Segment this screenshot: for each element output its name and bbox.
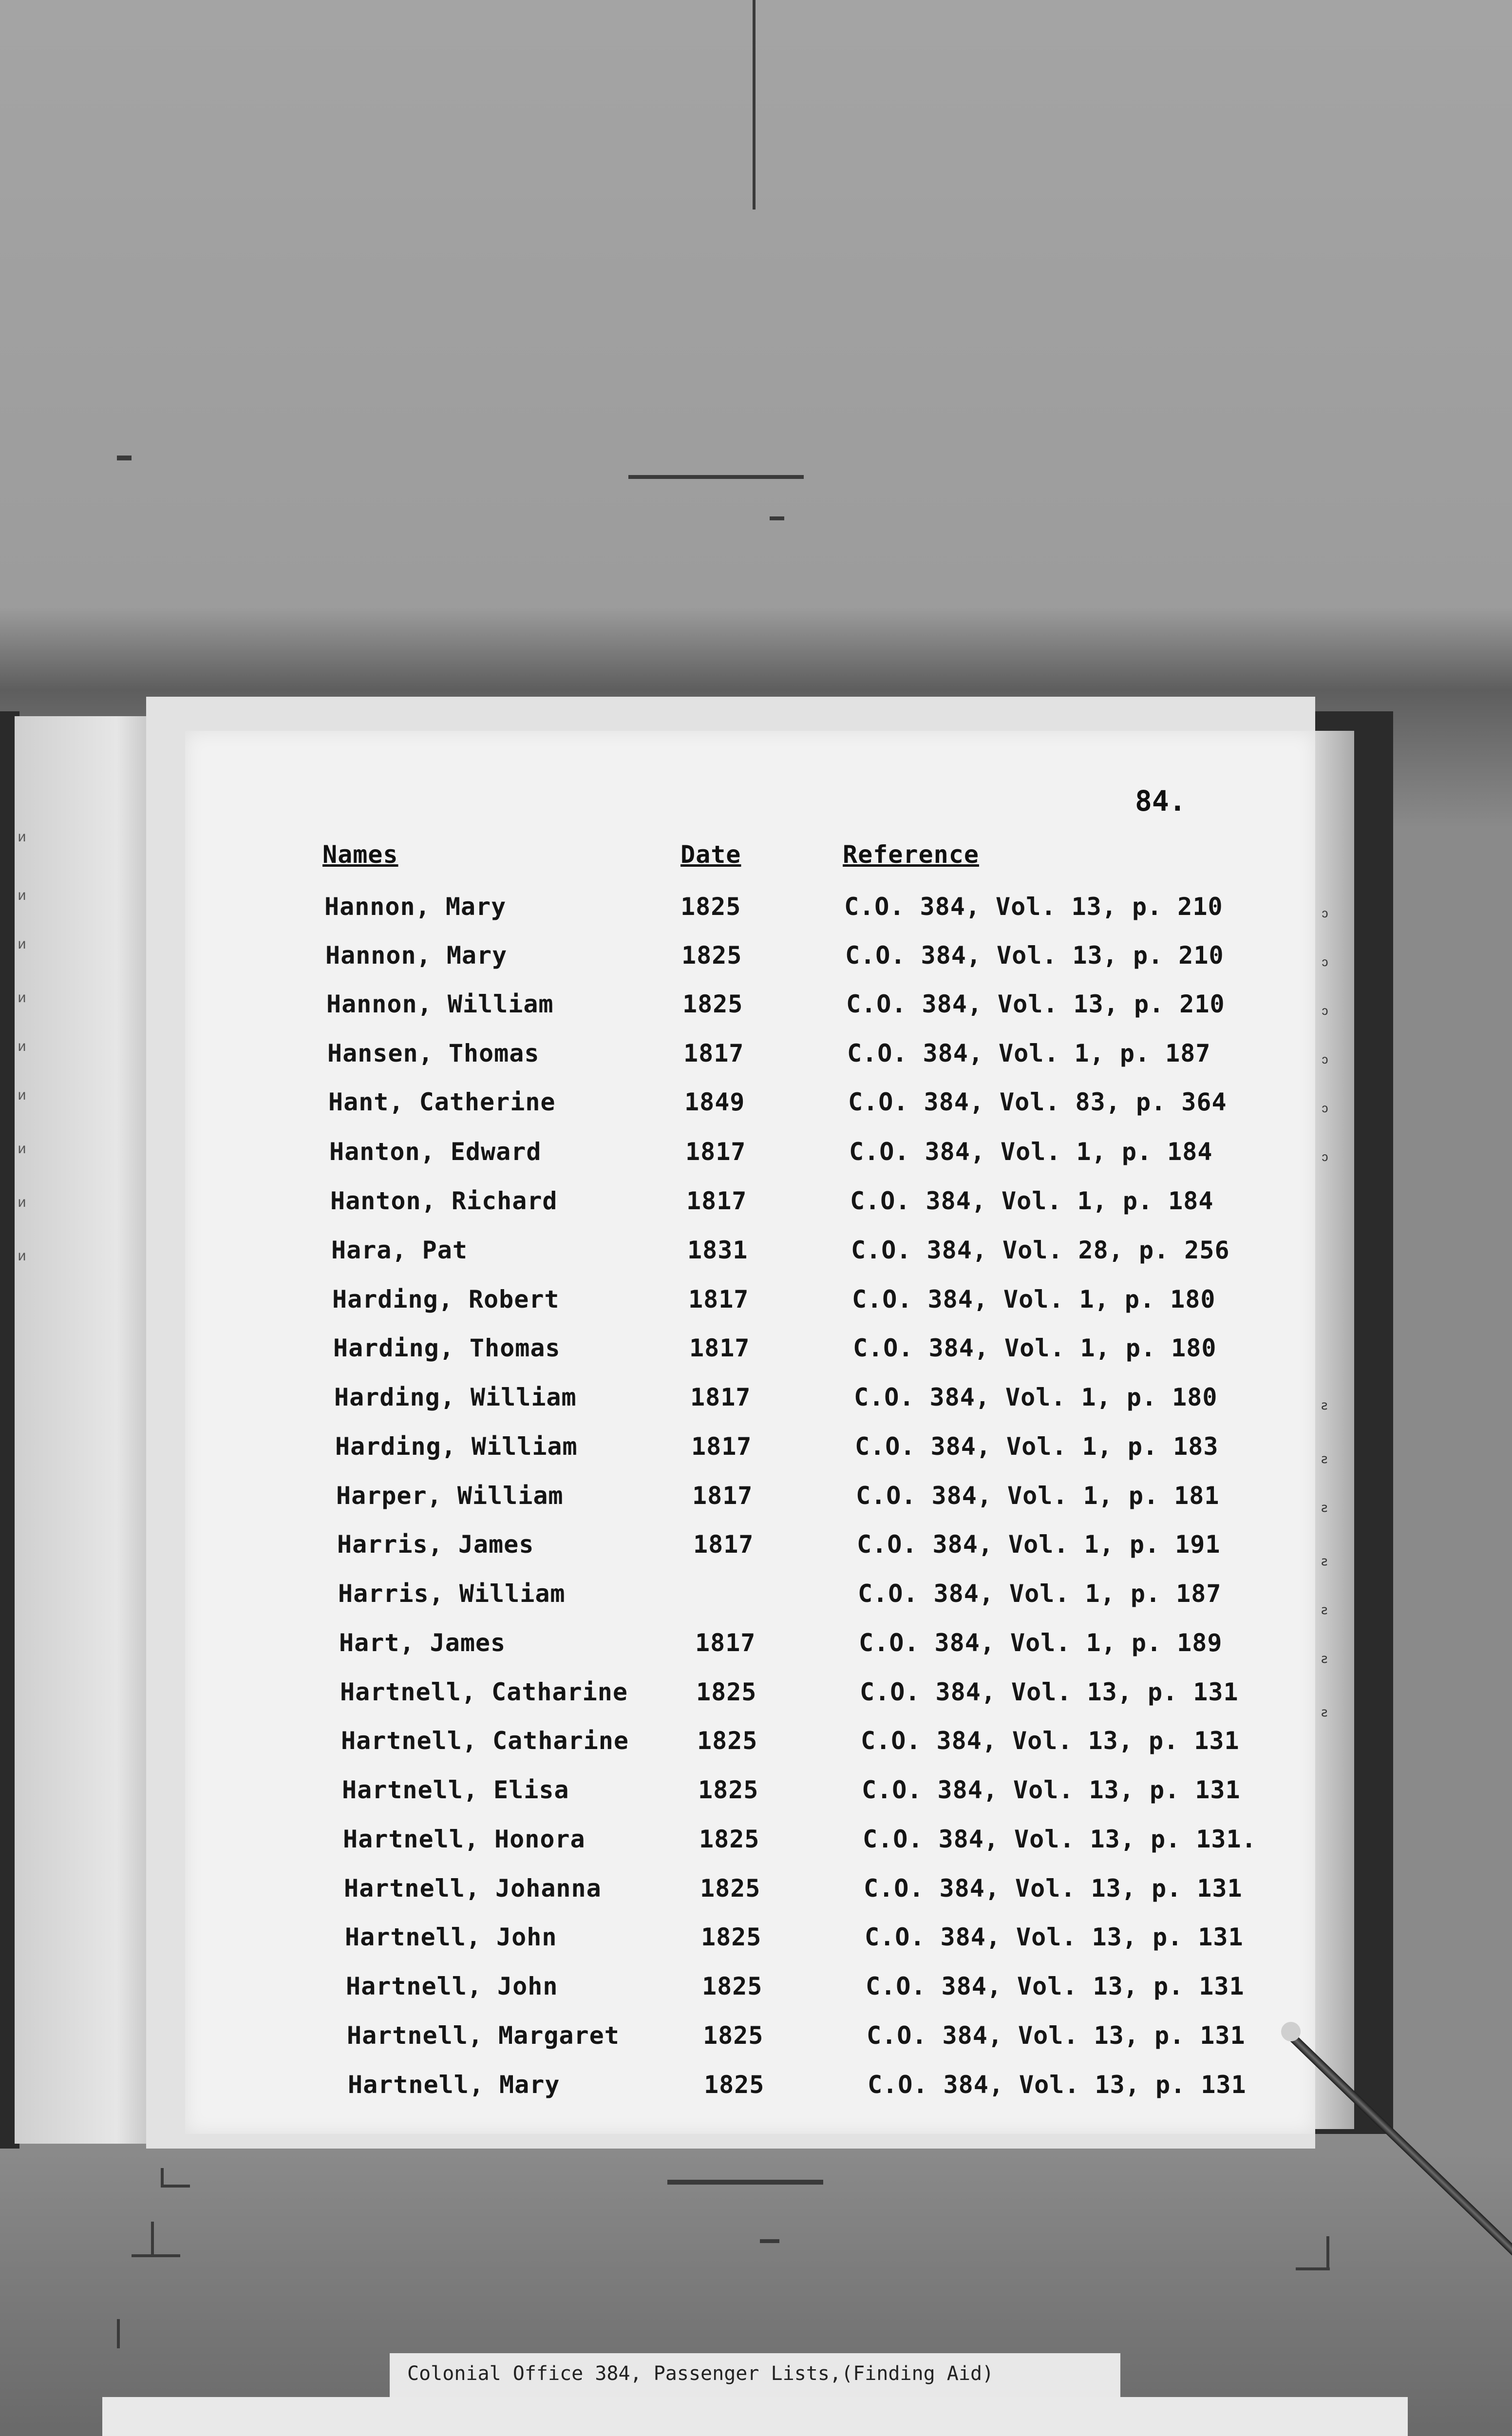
entry-name: Hansen, Thomas [327, 1039, 540, 1067]
entry-reference: C.O. 384, Vol. 13, p. 131. [863, 1825, 1257, 1853]
entry-name: Hartnell, Catharine [340, 1678, 628, 1706]
entry-reference: C.O. 384, Vol. 28, p. 256 [851, 1236, 1230, 1264]
entry-reference: C.O. 384, Vol. 1, p. 187 [847, 1039, 1211, 1067]
entry-name: Hartnell, John [346, 1972, 558, 2000]
list-item [0, 1874, 1512, 1923]
list-item [0, 1432, 1512, 1481]
edge-tab: ꙅ [1321, 1398, 1328, 1413]
index-tab: ᴎ [18, 989, 27, 1006]
edge-tab: ↄ [1321, 1004, 1329, 1018]
entry-name: Hartnell, John [345, 1923, 557, 1951]
entry-date: 1817 [685, 1138, 746, 1166]
entry-name: Harris, James [337, 1530, 534, 1559]
index-tab: ᴎ [18, 1247, 27, 1264]
list-item [0, 1236, 1512, 1285]
entry-date: 1825 [700, 1874, 761, 1903]
list-item [0, 2071, 1512, 2119]
entry-name: Hartnell, Elisa [342, 1776, 569, 1804]
entry-reference: C.O. 384, Vol. 1, p. 187 [858, 1580, 1222, 1608]
entry-name: Harding, William [334, 1383, 577, 1411]
entry-name: Hannon, Mary [324, 893, 507, 921]
entry-name: Harding, William [335, 1432, 578, 1461]
list-item [0, 941, 1512, 990]
entry-reference: C.O. 384, Vol. 13, p. 210 [844, 893, 1223, 921]
list-item [0, 1678, 1512, 1727]
edge-tab: ↄ [1321, 1052, 1329, 1067]
entry-name: Harding, Thomas [333, 1334, 561, 1362]
index-tab: ᴎ [18, 1194, 27, 1211]
list-item [0, 1088, 1512, 1137]
edge-tab: ꙅ [1321, 1452, 1328, 1466]
index-tab: ᴎ [18, 828, 27, 845]
entry-date: 1825 [681, 941, 742, 970]
list-item [0, 1187, 1512, 1236]
entry-name: Hartnell, Margaret [347, 2021, 620, 2050]
entry-reference: C.O. 384, Vol. 1, p. 180 [854, 1383, 1218, 1411]
list-item [0, 1482, 1512, 1530]
registration-mark [1326, 2236, 1329, 2270]
entry-date: 1817 [688, 1285, 749, 1313]
entry-date: 1817 [692, 1482, 753, 1510]
entry-date: 1825 [696, 1678, 757, 1706]
entry-reference: C.O. 384, Vol. 13, p. 131 [865, 1923, 1244, 1951]
entry-date: 1817 [693, 1530, 754, 1559]
scratch-mark [117, 456, 132, 460]
entry-date: 1817 [695, 1629, 756, 1657]
index-tab: ᴎ [18, 1086, 27, 1104]
entry-reference: C.O. 384, Vol. 1, p. 180 [852, 1285, 1216, 1313]
list-item [0, 1727, 1512, 1775]
entry-reference: C.O. 384, Vol. 13, p. 131 [861, 1727, 1240, 1755]
entry-reference: C.O. 384, Vol. 1, p. 183 [855, 1432, 1219, 1461]
registration-mark [760, 2239, 779, 2243]
entry-date: 1825 [702, 1972, 763, 2000]
entry-name: Hant, Catherine [328, 1088, 556, 1116]
entry-reference: C.O. 384, Vol. 1, p. 184 [850, 1187, 1214, 1215]
edge-tab: ↄ [1321, 955, 1329, 970]
entry-reference: C.O. 384, Vol. 13, p. 210 [845, 941, 1224, 970]
list-item [0, 1776, 1512, 1825]
entry-date: 1825 [697, 1727, 758, 1755]
finding-aid-caption: Colonial Office 384, Passenger Lists,(Finding Aid) [407, 2362, 994, 2385]
entry-date: 1825 [704, 2071, 765, 2099]
entry-reference: C.O. 384, Vol. 1, p. 189 [859, 1629, 1223, 1657]
entry-name: Harris, William [338, 1580, 566, 1608]
list-item [0, 1285, 1512, 1334]
entry-reference: C.O. 384, Vol. 1, p. 181 [856, 1482, 1220, 1510]
list-item [0, 1580, 1512, 1628]
entry-name: Hart, James [339, 1629, 506, 1657]
entry-reference: C.O. 384, Vol. 13, p. 210 [846, 990, 1225, 1018]
list-item [0, 1039, 1512, 1088]
list-item [0, 1383, 1512, 1432]
entry-date: 1825 [703, 2021, 764, 2050]
scratch-mark [753, 0, 756, 209]
index-tab: ᴎ [18, 887, 27, 904]
index-tab: ᴎ [18, 1038, 27, 1055]
entry-name: Hannon, Mary [325, 941, 508, 970]
list-item [0, 1629, 1512, 1677]
scratch-mark [628, 475, 804, 479]
entry-name: Hartnell, Honora [343, 1825, 586, 1853]
registration-mark [151, 2222, 154, 2256]
list-item [0, 1138, 1512, 1186]
entry-date: 1817 [686, 1187, 747, 1215]
entry-name: Hanton, Edward [329, 1138, 542, 1166]
entry-name: Hartnell, Johanna [344, 1874, 602, 1903]
scratch-mark [770, 516, 784, 520]
entry-name: Hanton, Richard [330, 1187, 558, 1215]
column-header-date: Date [680, 840, 741, 869]
entry-date: 1817 [683, 1039, 744, 1067]
registration-mark [117, 2319, 120, 2348]
list-item [0, 1530, 1512, 1579]
edge-tab: ꙅ [1321, 1603, 1328, 1618]
entry-date: 1831 [687, 1236, 748, 1264]
archives-card [102, 2397, 1408, 2436]
page-number: 84. [1135, 784, 1186, 818]
entry-name: Harding, Robert [332, 1285, 560, 1313]
edge-tab: ꙅ [1321, 1652, 1328, 1666]
entry-reference: C.O. 384, Vol. 1, p. 184 [849, 1138, 1213, 1166]
list-item [0, 1923, 1512, 1972]
entry-reference: C.O. 384, Vol. 13, p. 131 [866, 1972, 1245, 2000]
edge-tab: ↄ [1321, 1150, 1329, 1164]
edge-tab: ꙅ [1321, 1501, 1328, 1515]
entry-date: 1817 [689, 1334, 750, 1362]
entry-name: Hara, Pat [331, 1236, 468, 1264]
list-item [0, 1972, 1512, 2021]
entry-reference: C.O. 384, Vol. 13, p. 131 [867, 2021, 1246, 2050]
list-item [0, 990, 1512, 1039]
list-item [0, 1334, 1512, 1383]
entry-date: 1825 [701, 1923, 762, 1951]
entry-reference: C.O. 384, Vol. 83, p. 364 [848, 1088, 1227, 1116]
entry-date: 1817 [691, 1432, 752, 1461]
edge-tab: ↄ [1321, 906, 1329, 921]
list-item [0, 1825, 1512, 1874]
entry-date: 1825 [699, 1825, 760, 1853]
index-tab: ᴎ [18, 1140, 27, 1157]
entry-name: Harper, William [336, 1482, 564, 1510]
entry-reference: C.O. 384, Vol. 13, p. 131 [868, 2071, 1247, 2099]
entry-date: 1825 [698, 1776, 759, 1804]
entry-reference: C.O. 384, Vol. 1, p. 191 [857, 1530, 1221, 1559]
entry-reference: C.O. 384, Vol. 13, p. 131 [860, 1678, 1239, 1706]
edge-tab: ↄ [1321, 1101, 1329, 1116]
edge-tab: ꙅ [1321, 1705, 1328, 1720]
registration-mark [667, 2180, 823, 2185]
entry-date: 1817 [690, 1383, 751, 1411]
registration-mark [161, 2185, 190, 2188]
entry-date: 1825 [682, 990, 743, 1018]
edge-tab: ꙅ [1321, 1554, 1328, 1569]
entry-reference: C.O. 384, Vol. 13, p. 131 [862, 1776, 1241, 1804]
column-header-reference: Reference [843, 840, 979, 869]
entry-date: 1825 [680, 893, 741, 921]
entry-name: Hartnell, Mary [348, 2071, 560, 2099]
registration-mark [132, 2254, 180, 2257]
column-header-names: Names [322, 840, 398, 869]
registration-mark [1296, 2267, 1330, 2270]
list-item [0, 893, 1512, 941]
entry-name: Hannon, William [326, 990, 554, 1018]
entry-name: Hartnell, Catharine [341, 1727, 629, 1755]
entry-date: 1849 [684, 1088, 745, 1116]
entry-reference: C.O. 384, Vol. 1, p. 180 [853, 1334, 1217, 1362]
pen-tip [1281, 2022, 1301, 2041]
index-tab: ᴎ [18, 935, 27, 952]
entry-reference: C.O. 384, Vol. 13, p. 131 [864, 1874, 1243, 1903]
